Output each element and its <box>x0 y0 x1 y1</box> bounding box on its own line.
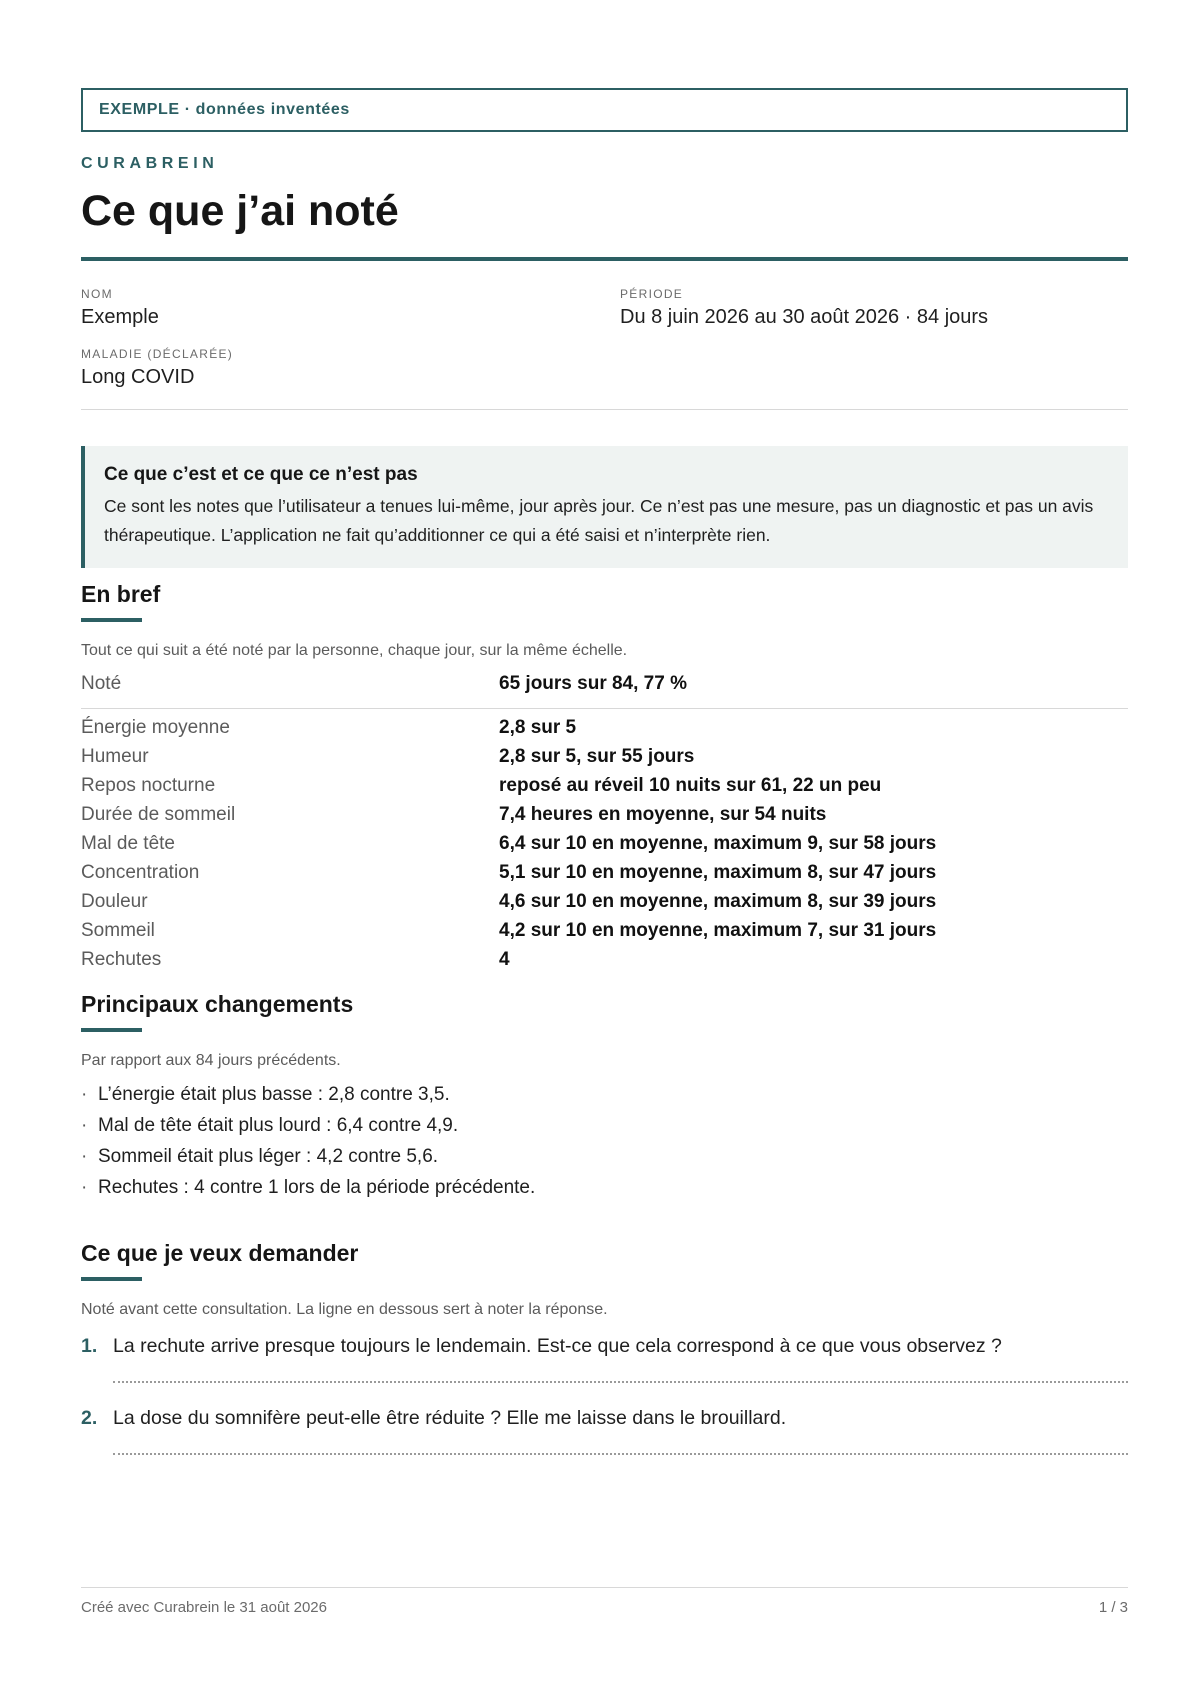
period-value: Du 8 juin 2026 au 30 août 2026 · 84 jours <box>620 306 989 328</box>
sample-data-banner: EXEMPLE · données inventées <box>81 88 1128 132</box>
name-value: Exemple <box>81 306 159 328</box>
list-item-text: Mal de tête était plus lourd : 6,4 contre 4,9. <box>98 1115 459 1136</box>
stat-row <box>81 669 1128 709</box>
bullet-icon: · <box>81 1146 88 1167</box>
changes-list <box>81 1079 1128 1203</box>
changes-title-bar <box>81 1028 142 1032</box>
questions-section <box>81 1240 1128 1455</box>
list-item-text: Sommeil était plus léger : 4,2 contre 5,6. <box>98 1146 439 1167</box>
list-item <box>81 1079 1128 1110</box>
stat-row <box>81 713 1128 742</box>
period-label: PÉRIODE <box>620 287 684 301</box>
footer-created: Créé avec Curabrein le 31 août 2026 <box>81 1599 327 1616</box>
patient-info <box>81 261 1128 410</box>
page-title: Ce que j’ai noté <box>81 187 399 235</box>
stat-value: 4,6 sur 10 en moyenne, maximum 8, sur 39 jours <box>499 891 937 912</box>
questions-title-bar <box>81 1277 142 1281</box>
bullet-icon: · <box>81 1084 88 1105</box>
bullet-icon: · <box>81 1115 88 1136</box>
stat-label: Repos nocturne <box>81 775 216 796</box>
questions-title: Ce que je veux demander <box>81 1240 359 1266</box>
list-item-text: L’énergie était plus basse : 2,8 contre 3,5. <box>98 1084 450 1105</box>
stat-value: 5,1 sur 10 en moyenne, maximum 8, sur 47 jours <box>499 862 937 883</box>
changes-note: Par rapport aux 84 jours précédents. <box>81 1052 341 1069</box>
stat-label: Douleur <box>81 891 148 912</box>
callout-title: Ce que c’est et ce que ce n’est pas <box>104 464 418 485</box>
summary-section <box>81 581 1128 974</box>
stat-label: Durée de sommeil <box>81 804 236 825</box>
stat-row <box>81 945 1128 974</box>
stat-row <box>81 742 1128 771</box>
answer-line <box>113 1453 1128 1455</box>
stat-label: Énergie moyenne <box>81 717 230 738</box>
stat-label: Concentration <box>81 862 200 883</box>
answer-line <box>113 1381 1128 1383</box>
list-item <box>81 1141 1128 1172</box>
stat-row <box>81 887 1128 916</box>
period-field <box>620 287 1128 329</box>
summary-table <box>81 669 1128 974</box>
question-text: La rechute arrive presque toujours le lendemain. Est-ce que cela correspond à ce que vous observez ? <box>113 1335 1002 1357</box>
brand-name: CURABREIN <box>81 155 219 172</box>
list-item <box>81 1172 1128 1203</box>
question-number: 2. <box>81 1407 98 1429</box>
page-footer <box>81 1587 1128 1616</box>
stat-row <box>81 916 1128 945</box>
stat-value: 4 <box>499 949 510 970</box>
questions-note: Noté avant cette consultation. La ligne en dessous sert à noter la réponse. <box>81 1301 608 1318</box>
changes-title: Principaux changements <box>81 991 354 1017</box>
stat-value: 6,4 sur 10 en moyenne, maximum 9, sur 58 jours <box>499 833 937 854</box>
summary-title-bar <box>81 618 142 622</box>
stat-value: 4,2 sur 10 en moyenne, maximum 7, sur 31 jours <box>499 920 937 941</box>
stat-label: Rechutes <box>81 949 162 970</box>
summary-title: En bref <box>81 581 161 607</box>
questions-list <box>81 1331 1128 1455</box>
question-text: La dose du somnifère peut-elle être réduite ? Elle me laisse dans le brouillard. <box>113 1407 787 1429</box>
question-number: 1. <box>81 1335 98 1357</box>
stat-label: Sommeil <box>81 920 155 941</box>
stat-row <box>81 771 1128 800</box>
stat-value: 2,8 sur 5 <box>499 717 577 738</box>
question-item <box>81 1403 1128 1433</box>
disclaimer-callout <box>81 446 1128 568</box>
list-item <box>81 1110 1128 1141</box>
callout-body: Ce sont les notes que l’utilisateur a tenues lui-même, jour après jour. Ce n’est pas une mesure, pas un diagnostic et pas un avis thérapeutique. L’application ne fait qu’additionner ce qui a été saisi et n’interprète rien. <box>104 496 1094 545</box>
name-field <box>81 287 620 329</box>
stat-value: 2,8 sur 5, sur 55 jours <box>499 746 695 767</box>
stat-row <box>81 858 1128 887</box>
page-number: 1 / 3 <box>1098 1599 1128 1616</box>
stat-row <box>81 800 1128 829</box>
summary-note: Tout ce qui suit a été noté par la personne, chaque jour, sur la même échelle. <box>81 642 628 659</box>
bullet-icon: · <box>81 1177 88 1198</box>
stat-value: 65 jours sur 84, 77 % <box>499 673 687 694</box>
question-item <box>81 1331 1128 1361</box>
name-label: NOM <box>81 287 113 301</box>
stat-label: Humeur <box>81 746 149 767</box>
stat-row <box>81 829 1128 858</box>
stat-value: reposé au réveil 10 nuits sur 61, 22 un peu <box>499 775 882 796</box>
disease-field <box>81 347 620 389</box>
disease-value: Long COVID <box>81 366 195 388</box>
stat-label: Noté <box>81 673 122 694</box>
disease-label: MALADIE (DÉCLARÉE) <box>81 347 234 361</box>
list-item-text: Rechutes : 4 contre 1 lors de la période précédente. <box>98 1177 536 1198</box>
changes-section <box>81 991 1128 1203</box>
document-page <box>81 88 1128 1475</box>
stat-label: Mal de tête <box>81 833 175 854</box>
stat-value: 7,4 heures en moyenne, sur 54 nuits <box>499 804 827 825</box>
